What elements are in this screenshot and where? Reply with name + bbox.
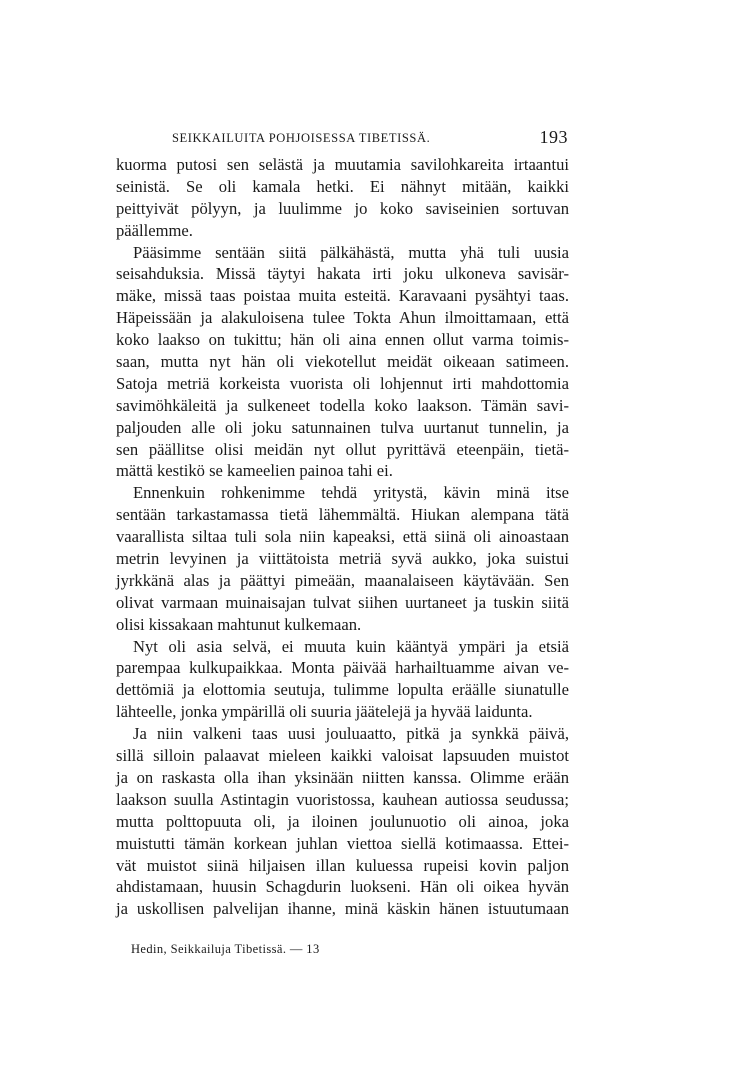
text-line: laakson suulla Astintagin vuoristossa, kauhean autiossa seudussa;: [116, 789, 569, 809]
text-line: mäke, missä taas poistaa muita esteitä. Karavaani pysähtyi taas.: [116, 286, 569, 306]
text-line: Satoja metriä korkeista vuorista oli lohjennut irti mahdottomia: [116, 373, 569, 393]
text-line: jyrkkänä alas ja päättyi pimeään, maanalaiseen käytävään. Sen: [116, 570, 569, 590]
text-line: Ennenkuin rohkenimme tehdä yritystä, kävin minä itse: [133, 483, 569, 503]
text-line: vaarallista siltaa tuli sola niin kapeaksi, että siinä oli ainoastaan: [116, 527, 569, 547]
text-line: peittyivät pölyyn, ja luulimme jo koko saviseinien sortuvan: [116, 198, 569, 218]
text-line: sentään tarkastamassa tietä lähemmältä. Hiukan alempana tätä: [116, 505, 569, 525]
running-title: SEIKKAILUITA POHJOISESSA TIBETISSÄ.: [172, 131, 431, 145]
page-header: [172, 127, 568, 149]
paragraph: [116, 723, 569, 920]
text-line: vät muistot siinä hiljaisen illan kuluessa rupeisi kovin paljon: [116, 855, 569, 875]
text-line: Häpeissään ja alakuloisena tulee Tokta Ahun ilmoittamaan, että: [116, 308, 569, 328]
text-line: savimöhkäleitä ja sulkeneet todella koko laakson. Tämän savi-: [116, 395, 569, 415]
text-line: olivat varmaan muinaisajan tulvat siihen uurtaneet ja tuskin siitä: [116, 592, 569, 612]
text-line: dettömiä ja elottomia seutuja, tulimme lopulta eräälle siunatulle: [116, 680, 569, 700]
text-line: ja uskollisen palvelijan ihanne, minä käskin hänen istuutumaan: [116, 899, 569, 919]
text-line: sillä silloin palaavat mieleen kaikki valoisat lapsuuden muistot: [116, 746, 569, 766]
text-line: saan, mutta nyt hän oli viekotellut meidät oikeaan satimeen.: [116, 352, 569, 372]
text-line: paljouden alle oli joku satunnainen tulva uurtanut tunnelin, ja: [116, 417, 569, 437]
text-line: koko laakso on tukittu; hän oli aina ennen ollut varma toimis-: [116, 330, 569, 350]
text-line: Pääsimme sentään siitä pälkähästä, mutta yhä tuli uusia: [133, 242, 569, 262]
text-line: kuorma putosi sen selästä ja muutamia savilohkareita irtaantui: [116, 155, 569, 174]
printer-signature: Hedin, Seikkailuja Tibetissä. — 13: [131, 942, 320, 956]
text-line: päällemme.: [116, 220, 193, 240]
text-line: seinistä. Se oli kamala hetki. Ei nähnyt mitään, kaikki: [116, 176, 569, 196]
text-line: Nyt oli asia selvä, ei muuta kuin kääntyä ympäri ja etsiä: [133, 636, 569, 656]
text-line: parempaa kulkupaikkaa. Monta päivää harhailtuamme aivan ve-: [116, 658, 569, 678]
text-line: ja on raskasta olla ihan yksinään niitten kanssa. Olimme erään: [116, 767, 569, 787]
text-line: mättä kestikö se kameelien painoa tahi ei.: [116, 461, 393, 481]
text-line: olisi kissakaan mahtunut kulkemaan.: [116, 614, 362, 634]
paragraph: [116, 636, 569, 724]
body-text: [116, 154, 569, 920]
paragraph: [116, 154, 569, 242]
paragraph: [116, 242, 569, 483]
paragraph: [116, 482, 569, 635]
text-line: ahdistamaan, huusin Schagdurin luokseni. Hän oli oikea hyvän: [116, 877, 569, 897]
text-line: seisahduksia. Missä täytyi hakata irti joku ulkoneva savisär-: [116, 264, 569, 284]
text-line: muistutti tämän korkean juhlan viettoa siellä kotimaassa. Ettei-: [116, 833, 569, 853]
page-number: 193: [539, 127, 568, 147]
text-line: sen päällitse olisi meidän nyt ollut pyrittävä eteenpäin, tietä-: [116, 439, 569, 459]
text-line: metrin levyinen ja viittätoista metriä syvä aukko, joka suistui: [116, 549, 569, 569]
text-line: Ja niin valkeni taas uusi jouluaatto, pitkä ja synkkä päivä,: [133, 724, 569, 744]
text-line: lähteelle, jonka ympärillä oli suuria jäätelejä ja hyvää laidunta.: [116, 702, 533, 722]
text-line: mutta polttopuuta oli, ja iloinen joulunuotio oli ainoa, joka: [116, 811, 569, 831]
